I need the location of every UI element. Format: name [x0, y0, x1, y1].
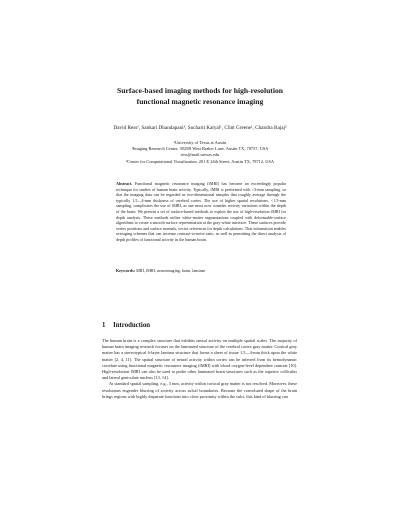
- introduction-body: [102, 338, 297, 400]
- keywords-label: Keywords:: [116, 268, 136, 273]
- affiliation-line: ¹Imaging Research Center, 3925B West Braker Lane, Austin TX, 78757, USA: [131, 146, 269, 152]
- author-list: [60, 125, 340, 132]
- abstract-text: Functional magnetic resonance imaging (fMRI) has become an exceedingly popular technique for studies of human brain activity. Typically, fMRI is performed with >3-mm sampling, so that the imaging data can be regarded as two-dimensional samples that roughly average through the typically 1.5—4-mm thickness of cerebral cortex. The use of higher spatial resolutions, <1.5-mm sampling, complicates the use of fMRI, as one must now consider activity variations within the depth of the brain. We present a set of surface-based methods to exploit the use of high-resolution fMRI for depth analysis. These methods utilize white-matter segmentations coupled with deformable-surface algorithms to create a smooth surface representation at the gray-white interface. These surfaces provide vertex positions and surface normals, vector references for depth calculations. That information enables averaging schemes that can increase contrast-to-noise ratio, as well as permitting the direct analysis of depth profiles of functional activity in the human brain.: [116, 181, 286, 242]
- section-heading: [102, 322, 150, 329]
- affiliation-line: ¹University of Texas at Austin: [173, 140, 227, 145]
- paper-title: [60, 85, 340, 107]
- author-email: ress@mail.utexas.edu: [180, 152, 220, 158]
- affiliation-line: ²Center for Computational Visualization, 201 E 24th Street, Austin TX, 78712, USA: [125, 158, 275, 164]
- abstract: [116, 181, 286, 243]
- section-title: Introduction: [113, 322, 150, 329]
- body-paragraph: At standard spatial sampling, e.g., 3 mm, activity within cortical gray matter is not resolved. Moreover, these resolutions engender blurring of activity across sulcal boundaries. Because the convoluted shape of the brain brings regions with highly disparate functions into close proximity within the sulci, this kind of blurring can: [102, 381, 297, 399]
- abstract-label: Abstract.: [116, 181, 133, 186]
- keywords: [116, 268, 286, 274]
- affiliations: [80, 140, 320, 165]
- section-number: 1: [102, 322, 106, 329]
- title-line-2: functional magnetic resonance imaging: [136, 97, 264, 106]
- title-line-1: Surface-based imaging methods for high-resolution: [117, 86, 283, 95]
- body-paragraph: The human brain is a complex structure that exhibits neural activity on multiple spatial scales. The majority of human brain imaging research focuses on the laminated structure of the cerebral cortex gray matter. Cortical gray matter has a stereotypical 6-layer laminar structure that forms a sheet of tissue 1.5—4-mm thick upon the white matter [2, 4, 11]. The spatial structure of neural activity within cortex can be inferred from its hemodynamic correlate using functional magnetic resonance imaging (fMRI) with blood oxygen-level dependent contrast [10]. High-resolution fMRI can also be used to probe other laminated brain structures such as the superior colliculus and lateral geniculate nucleus [13, 14].: [102, 338, 297, 381]
- authors-text: David Ress¹, Sankari Dhandapani¹, Sucharit Katyal¹, Clint Greene¹, Chandra Bajaj²: [113, 125, 287, 131]
- keywords-text: MRI, fMRI, neuroimaging, brain, laminae: [136, 268, 206, 273]
